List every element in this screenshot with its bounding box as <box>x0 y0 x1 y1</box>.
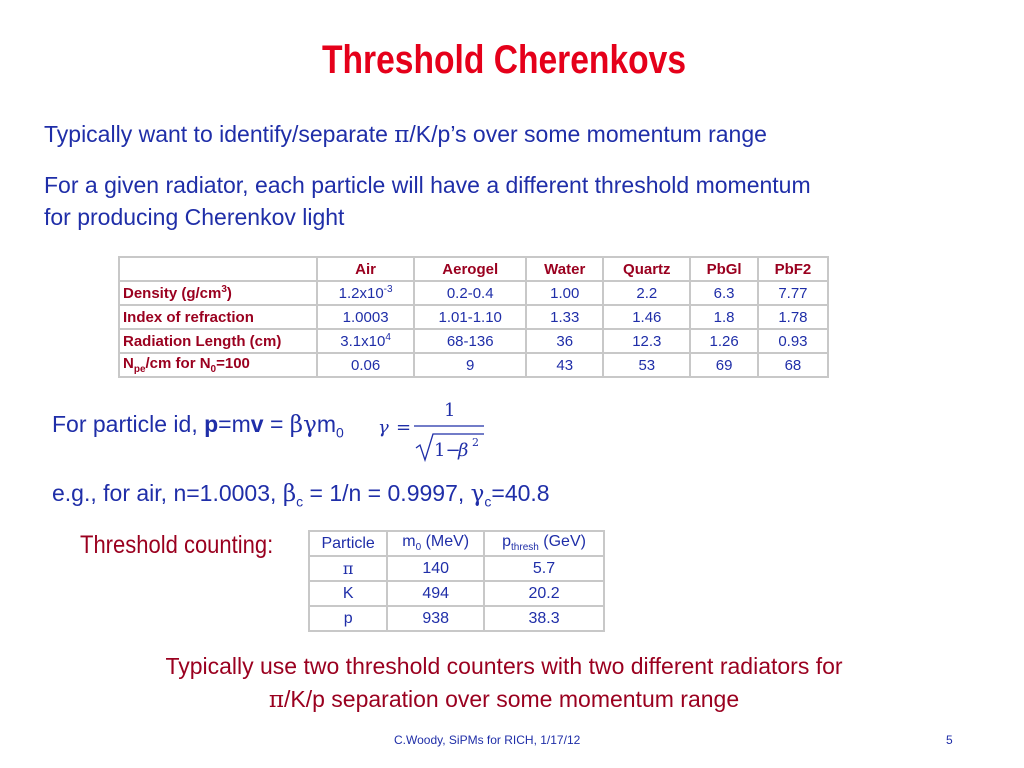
table-row <box>119 305 828 329</box>
table-cell: 20.2 <box>484 581 604 606</box>
column-header: $p_{thresh}$ (GeV) <box>484 531 604 556</box>
formula-one-minus: 1− <box>434 440 461 461</box>
table-cell: 0.2-0.4 <box>414 281 526 305</box>
column-header: Water <box>526 257 603 281</box>
threshold-table <box>308 530 605 632</box>
table-cell: 68-136 <box>414 329 526 353</box>
table-cell: 2.2 <box>603 281 690 305</box>
table-cell: 6.3 <box>690 281 757 305</box>
intro-paragraph <box>44 169 811 233</box>
row-label-npe: $N_{pe}/cm$ for $N_0=100$ <box>119 353 317 377</box>
air-example-line: e.g., for air, n=1.0003, $\beta_c = 1/n = 0.9997$, $\gamma_c=40.8$ <box>52 480 550 510</box>
table-cell: 53 <box>603 353 690 377</box>
intro-paragraph-line1: For a given radiator, each particle will have a different threshold momentum <box>44 172 811 198</box>
table-cell: 68 <box>758 353 828 377</box>
column-header: Particle <box>309 531 387 556</box>
table-cell: 1.46 <box>603 305 690 329</box>
table-cell: 938 <box>387 606 484 631</box>
particle-id-line: For particle id, p=mv = βγm$_0$ <box>52 411 344 441</box>
table-cell: 1.01-1.10 <box>414 305 526 329</box>
table-cell: 1.0003 <box>317 305 414 329</box>
threshold-counting-label: Threshold counting: <box>80 531 274 559</box>
formula-beta: β <box>458 440 469 461</box>
row-label-index: Index of refraction <box>119 305 317 329</box>
conclusion-line1: Typically use two threshold counters with two different radiators for <box>165 653 843 679</box>
table-row <box>119 329 828 353</box>
table-cell: 69 <box>690 353 757 377</box>
table-cell: p <box>309 606 387 631</box>
table-cell: 1.33 <box>526 305 603 329</box>
column-header: PbGl <box>690 257 757 281</box>
gamma-formula <box>376 396 496 466</box>
intro-line: Typically want to identify/separate π/K/p’s over some momentum range <box>44 121 767 148</box>
table-cell: $3.1x10^4$ <box>317 329 414 353</box>
table-cell: 1.00 <box>526 281 603 305</box>
conclusion-text <box>0 650 1008 717</box>
formula-numerator: 1 <box>444 400 456 421</box>
corner-cell <box>119 257 317 281</box>
table-header-row <box>119 257 828 281</box>
footer-text: C.Woody, SiPMs for RICH, 1/17/12 <box>394 733 581 747</box>
table-cell: 494 <box>387 581 484 606</box>
row-label-density: Density $(g/cm^3)$ <box>119 281 317 305</box>
column-header: Air <box>317 257 414 281</box>
table-cell: 1.78 <box>758 305 828 329</box>
formula-gamma: γ <box>378 417 389 438</box>
table-row <box>309 581 604 606</box>
table-row <box>309 556 604 581</box>
table-cell: 38.3 <box>484 606 604 631</box>
table-cell: 0.06 <box>317 353 414 377</box>
table-cell: 36 <box>526 329 603 353</box>
row-label-radiation-length: Radiation Length (cm) <box>119 329 317 353</box>
formula-equals: = <box>396 417 412 438</box>
table-cell: 1.8 <box>690 305 757 329</box>
table-cell: 5.7 <box>484 556 604 581</box>
table-row <box>119 353 828 377</box>
table-row <box>309 606 604 631</box>
table-cell: 1.26 <box>690 329 757 353</box>
table-row <box>119 281 828 305</box>
radiator-properties-table <box>118 256 829 378</box>
page-number: 5 <box>946 733 953 747</box>
table-cell: 12.3 <box>603 329 690 353</box>
table-cell: π <box>309 556 387 581</box>
column-header: Aerogel <box>414 257 526 281</box>
slide-title: Threshold Cherenkovs <box>321 38 687 82</box>
table-cell: 0.93 <box>758 329 828 353</box>
table-header-row <box>309 531 604 556</box>
table-cell: 43 <box>526 353 603 377</box>
column-header: PbF2 <box>758 257 828 281</box>
intro-paragraph-line2: for producing Cherenkov light <box>44 204 345 230</box>
table-cell: 140 <box>387 556 484 581</box>
table-cell: 9 <box>414 353 526 377</box>
column-header: Quartz <box>603 257 690 281</box>
formula-exponent: 2 <box>472 436 479 449</box>
table-cell: $1.2x10^{-3}$ <box>317 281 414 305</box>
table-cell: 7.77 <box>758 281 828 305</box>
column-header: $m_0$ (MeV) <box>387 531 484 556</box>
conclusion-line2: π/K/p separation over some momentum range <box>268 686 740 713</box>
table-cell: K <box>309 581 387 606</box>
